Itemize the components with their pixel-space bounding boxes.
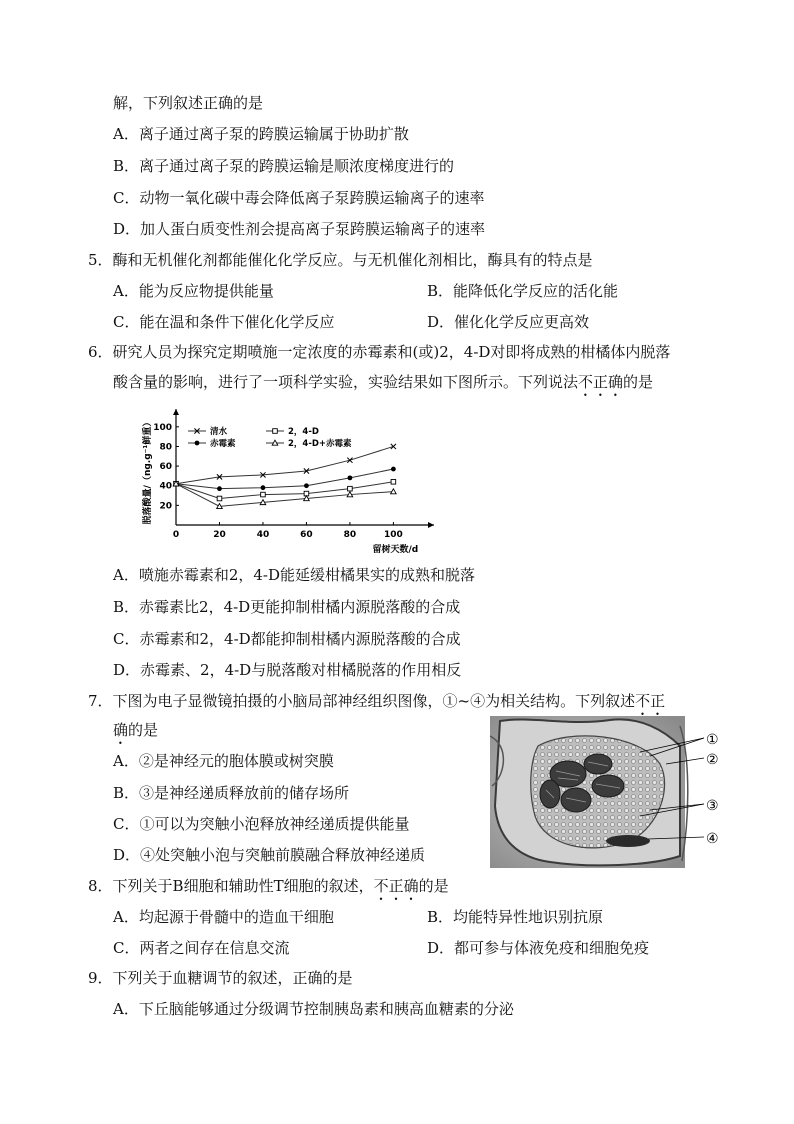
q8-stem-pre: 8．下列关于B细胞和辅助性T细胞的叙述，: [88, 877, 374, 895]
x-tick-label: 60: [300, 530, 313, 540]
data-point-filled-circle: [391, 467, 396, 472]
electron-micrograph-image: [490, 716, 730, 868]
data-point-open-square: [217, 496, 222, 501]
q8-stem-emphasis: 不正确: [373, 877, 419, 895]
label-3: ③: [706, 798, 719, 814]
data-point-open-square: [273, 429, 278, 434]
q8-stem-post: 的是: [418, 877, 449, 895]
q5-option-c: C．能在温和条件下催化化学反应: [113, 313, 335, 331]
x-tick-label: 20: [213, 530, 226, 540]
q8-option-d: D．都可参与体液免疫和细胞免疫: [427, 939, 650, 957]
q4-option-a: A．离子通过离子泵的跨膜运输属于协助扩散: [113, 125, 409, 143]
data-point-filled-circle: [217, 486, 222, 491]
q7-stem-emphasis: 不正: [635, 692, 666, 710]
data-point-open-square: [261, 492, 266, 497]
q5-option-d: D．催化化学反应更高效: [427, 313, 590, 331]
legend-item: [266, 438, 352, 449]
q6-option-b: B．赤霉素比2，4-D更能抑制柑橘内源脱落酸的合成: [113, 598, 461, 616]
q8-stem: [88, 876, 449, 904]
label-2: ②: [706, 752, 719, 768]
q7-option-c: C．①可以为突触小泡释放神经递质提供能量: [113, 815, 410, 833]
data-point-filled-circle: [261, 485, 266, 490]
q6-stem-emphasis: 不正确: [578, 373, 624, 391]
q7-stem-line1: [88, 691, 665, 719]
legend-item: [188, 438, 236, 449]
q7-line2-emphasis: 确: [113, 721, 129, 739]
q6-stem-line1: 6．研究人员为探究定期喷施一定浓度的赤霉素和(或)2，4-D对即将成熟的柑橘体内脱落: [88, 343, 671, 361]
q7-stem-pre: 7．下图为电子显微镜拍摄的小脑局部神经组织图像，①~④为相关结构。下列叙述: [88, 692, 636, 710]
q4-stem-tail: 解，下列叙述正确的是: [113, 94, 264, 112]
q6-stem-line2-pre: 酸含量的影响，进行了一项科学实验，实验结果如下图所示。下列说法: [113, 373, 579, 391]
x-tick-label: 0: [172, 530, 180, 540]
active-zone-density: [606, 835, 650, 847]
q7-option-a: A．②是神经元的胞体膜或树突膜: [113, 752, 334, 770]
chart-x-axis-label: 留树天数/d: [372, 545, 419, 555]
series-line: [176, 446, 393, 483]
q6-option-d: D．赤霉素、2，4-D与脱落酸对柑橘脱落的作用相反: [113, 661, 462, 679]
q8-option-c: C．两者之间存在信息交流: [113, 939, 290, 957]
x-tick-label: 40: [256, 530, 270, 540]
data-point-open-square: [348, 486, 353, 491]
series-open-square: [174, 480, 396, 501]
label-4: ④: [706, 831, 719, 847]
q7-option-b: B．③是神经递质释放前的储存场所: [113, 784, 350, 802]
abscisic-acid-line-chart: [138, 405, 438, 555]
q6-option-a: A．喷施赤霉素和2，4-D能延缓柑橘果实的成熟和脱落: [113, 566, 476, 584]
x-tick-label: 80: [343, 530, 357, 540]
q6-stem-line2-post: 的是: [623, 373, 654, 391]
chart-y-axis-label: 脱落酸量/（ng.g⁻¹鲜重）: [143, 417, 153, 525]
y-tick-label: 80: [159, 442, 172, 453]
series-open-triangle: [173, 481, 396, 509]
q9-stem: 9．下列关于血糖调节的叙述，正确的是: [88, 969, 353, 987]
label-1: ①: [706, 732, 719, 748]
legend-label: 2，4-D: [288, 427, 319, 437]
q9-option-a: A．下丘脑能够通过分级调节控制胰岛素和胰高血糖素的分泌: [113, 1000, 514, 1018]
q4-option-d: D．加人蛋白质变性剂会提高离子泵跨膜运输离子的速率: [113, 220, 486, 238]
y-tick-label: 100: [153, 422, 172, 433]
q8-option-b: B．均能特异性地识别抗原: [427, 908, 604, 926]
legend-label: 清水: [210, 427, 228, 437]
y-tick-label: 20: [159, 501, 172, 512]
q5-option-a: A．能为反应物提供能量: [113, 282, 274, 300]
data-point-open-square: [391, 480, 396, 485]
y-tick-label: 60: [159, 462, 172, 473]
q5-stem: 5．酶和无机催化剂都能催化化学反应。与无机催化剂相比，酶具有的特点是: [88, 251, 593, 269]
x-tick-label: 100: [383, 530, 403, 540]
q5-option-b: B．能降低化学反应的活化能: [427, 282, 619, 300]
legend-label: 2，4-D+赤霉素: [288, 439, 352, 449]
data-point-filled-circle: [195, 441, 200, 446]
legend-item: [188, 426, 228, 437]
q8-option-a: A．均起源于骨髓中的造血干细胞: [113, 908, 334, 926]
legend-label: 赤霉素: [210, 439, 236, 449]
data-point-filled-circle: [304, 483, 309, 488]
y-tick-label: 40: [159, 481, 172, 492]
data-point-filled-circle: [348, 475, 353, 480]
chart-legend: [188, 426, 352, 449]
q7-option-d: D．④处突触小泡与突触前膜融合释放神经递质: [113, 846, 426, 864]
q4-option-b: B．离子通过离子泵的跨膜运输是顺浓度梯度进行的: [113, 157, 455, 175]
q4-option-c: C．动物一氧化碳中毒会降低离子泵跨膜运输离子的速率: [113, 189, 485, 207]
q6-option-c: C．赤霉素和2，4-D都能抑制柑橘内源脱落酸的合成: [113, 630, 461, 648]
chart-series: [173, 444, 396, 509]
series-cross: [173, 444, 396, 487]
y-axis-arrow: [173, 409, 179, 415]
q7-stem-line2: [113, 720, 158, 748]
q7-line2-post: 的是: [128, 721, 159, 739]
x-axis-arrow: [428, 522, 434, 528]
q6-stem-line2: [113, 372, 653, 400]
series-line: [176, 482, 393, 499]
legend-item: [266, 427, 319, 437]
data-point-cross: [391, 444, 396, 449]
